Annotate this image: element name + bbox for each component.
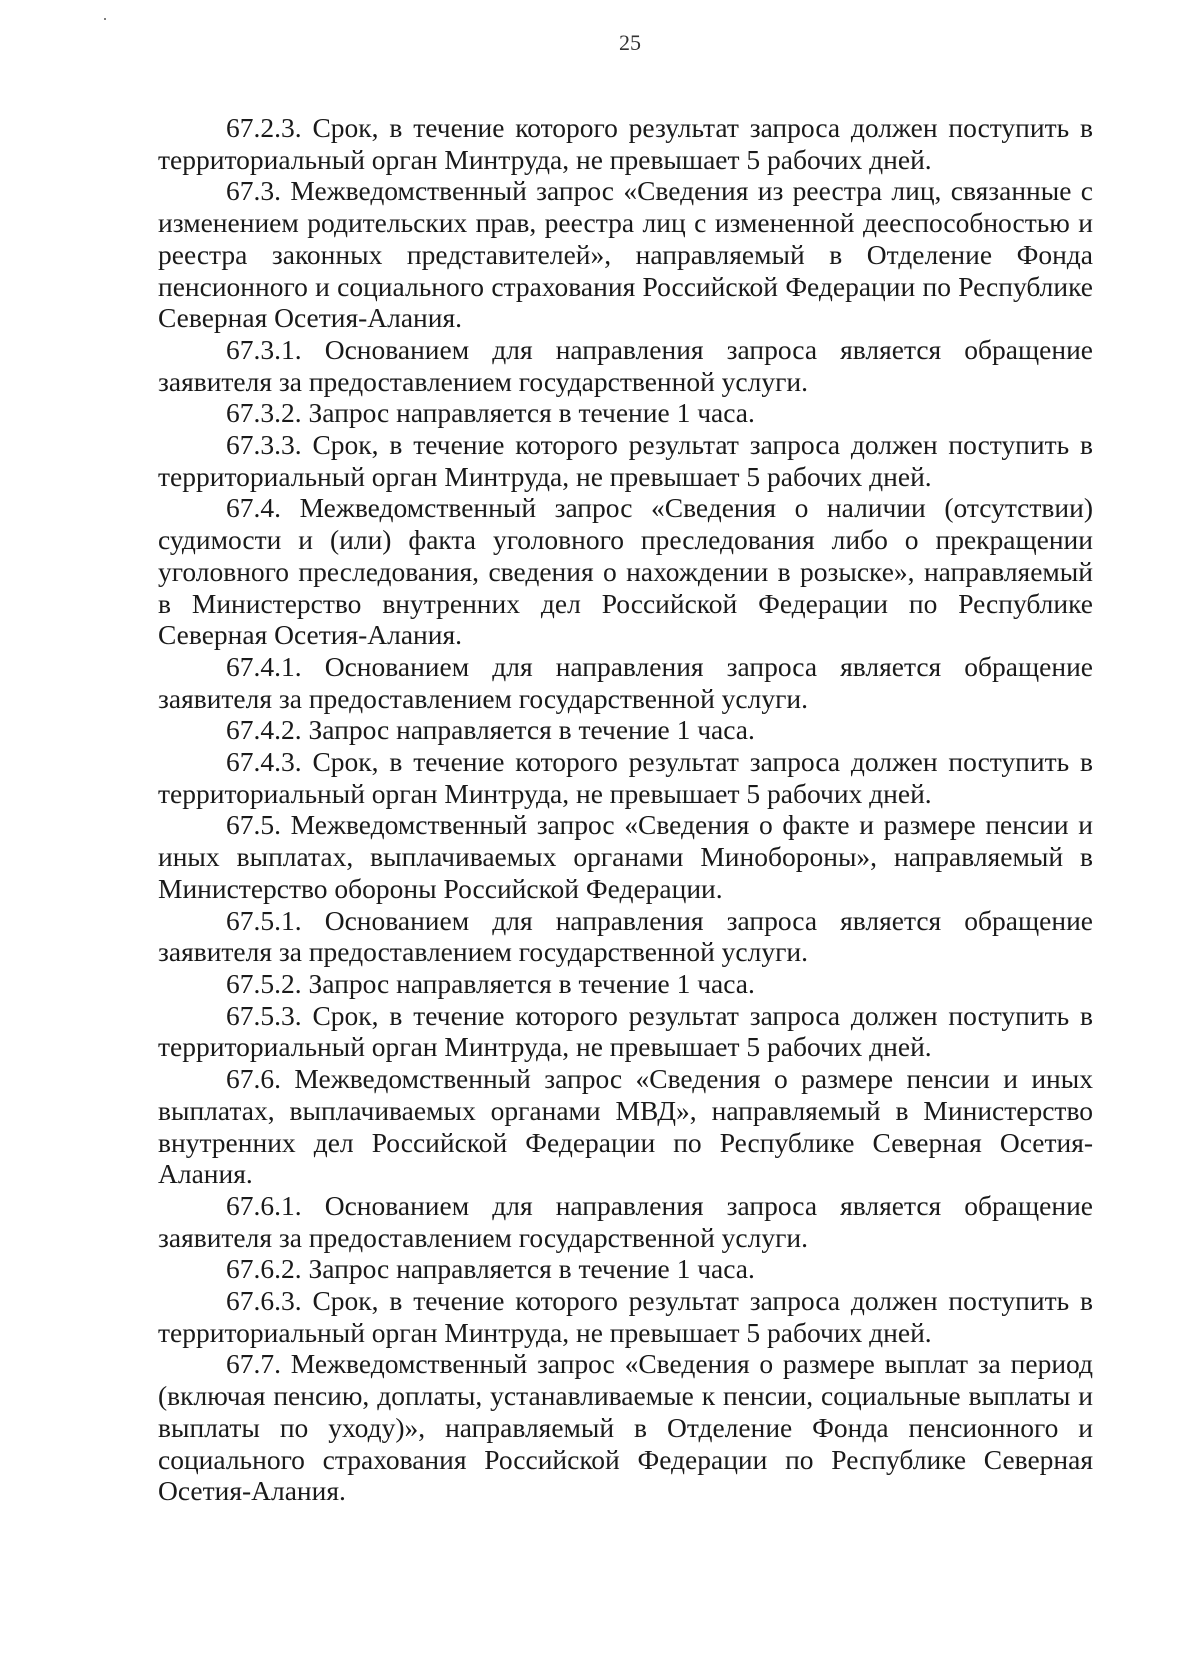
scan-artifact-dot bbox=[104, 18, 106, 20]
paragraph-67-4: 67.4. Межведомственный запрос «Сведения о наличии (отсутствии) судимости и (или) факта уголовного преследования либо о прекращении уголовного преследования, сведения о нахождении в розыске», направляемый в Министерство внутренних дел Российской Федерации по Республике Северная Осетия-Алания. bbox=[158, 492, 1093, 651]
paragraph-67-5-3: 67.5.3. Срок, в течение которого результат запроса должен поступить в территориальный орган Минтруда, не превышает 5 рабочих дней. bbox=[158, 999, 1093, 1063]
paragraph-67-6-3: 67.6.3. Срок, в течение которого результат запроса должен поступить в территориальный орган Минтруда, не превышает 5 рабочих дней. bbox=[158, 1285, 1093, 1348]
paragraph-67-6-1: 67.6.1. Основанием для направления запроса является обращение заявителя за предоставлением государственной услуги. bbox=[158, 1189, 1093, 1253]
paragraph-67-5: 67.5. Межведомственный запрос «Сведения о факте и размере пенсии и иных выплатах, выплачиваемых органами Минобороны», направляемый в Министерство обороны Российской Федерации. bbox=[158, 809, 1093, 904]
document-body bbox=[158, 112, 1093, 1507]
paragraph-67-4-2: 67.4.2. Запрос направляется в течение 1 часа. bbox=[226, 714, 755, 746]
paragraph-67-3-1: 67.3.1. Основанием для направления запроса является обращение заявителя за предоставлением государственной услуги. bbox=[158, 333, 1093, 397]
paragraph-67-6: 67.6. Межведомственный запрос «Сведения о размере пенсии и иных выплатах, выплачиваемых органами МВД», направляемый в Министерство внутренних дел Российской Федерации по Республике Северная Осетия-Алания. bbox=[158, 1063, 1093, 1190]
paragraph-67-6-2: 67.6.2. Запрос направляется в течение 1 часа. bbox=[226, 1253, 755, 1285]
paragraph-67-2-3: 67.2.3. Срок, в течение которого результат запроса должен поступить в территориальный орган Минтруда, не превышает 5 рабочих дней. bbox=[158, 112, 1093, 175]
paragraph-67-3: 67.3. Межведомственный запрос «Сведения из реестра лиц, связанные с изменением родительских прав, реестра лиц с измененной дееспособностью и реестра законных представителей», направляемый в Отделение Фонда пенсионного и социального страхования Российской Федерации по Республике Северная Осетия-Алания. bbox=[158, 175, 1093, 334]
paragraph-67-5-2: 67.5.2. Запрос направляется в течение 1 часа. bbox=[226, 967, 755, 999]
paragraph-67-4-3: 67.4.3. Срок, в течение которого результат запроса должен поступить в территориальный орган Минтруда, не превышает 5 рабочих дней. bbox=[158, 746, 1093, 809]
paragraph-67-5-1: 67.5.1. Основанием для направления запроса является обращение заявителя за предоставлением государственной услуги. bbox=[158, 904, 1093, 968]
paragraph-67-7: 67.7. Межведомственный запрос «Сведения о размере выплат за период (включая пенсию, доплаты, устанавливаемые к пенсии, социальные выплаты и выплаты по уходу)», направляемый в Отделение Фонда пенсионного и социального страхования Российской Федерации по Республике Северная Осетия-Алания. bbox=[158, 1348, 1093, 1507]
page-number: 25 bbox=[619, 30, 641, 55]
paragraph-67-3-3: 67.3.3. Срок, в течение которого результат запроса должен поступить в территориальный орган Минтруда, не превышает 5 рабочих дней. bbox=[158, 429, 1093, 492]
paragraph-67-3-2: 67.3.2. Запрос направляется в течение 1 часа. bbox=[226, 397, 755, 429]
paragraph-67-4-1: 67.4.1. Основанием для направления запроса является обращение заявителя за предоставлением государственной услуги. bbox=[158, 650, 1093, 714]
